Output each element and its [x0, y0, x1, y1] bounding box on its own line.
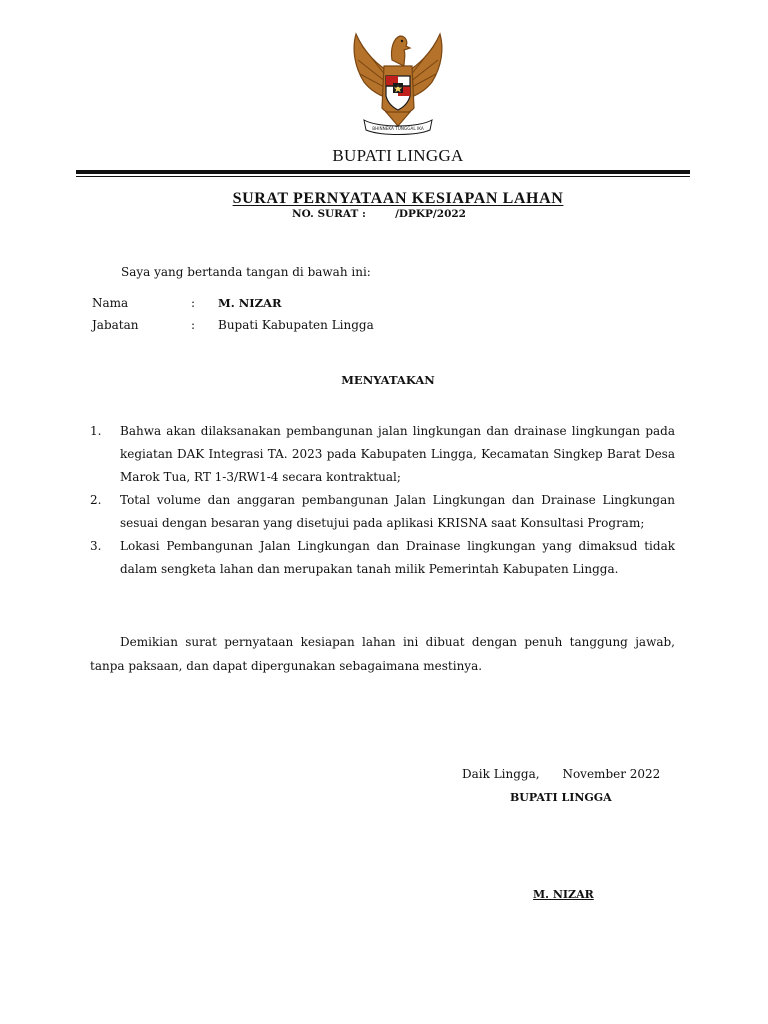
closing-paragraph: Demikian surat pernyataan kesiapan lahan ini dibuat dengan penuh tanggung jawab, tanpa paksaan, dan dapat dipergunakan sebagaimana mestinya.	[90, 635, 675, 673]
declaration-heading: MENYATAKAN	[341, 373, 435, 387]
point-text: Total volume dan anggaran pembangunan Jalan Lingkungan dan Drainase Lingkungan sesuai dengan besaran yang disetujui pada aplikasi KRISNA saat Konsultasi Program;	[120, 493, 675, 530]
list-item	[90, 489, 675, 535]
field-value-jabatan: Bupati Kabupaten Lingga	[218, 318, 374, 332]
point-number: 3.	[90, 539, 102, 553]
garuda-emblem-icon	[338, 26, 458, 138]
field-value-nama: M. NIZAR	[218, 296, 282, 310]
field-colon: :	[191, 296, 196, 310]
field-label-nama: Nama	[92, 296, 129, 310]
point-text: Lokasi Pembangunan Jalan Lingkungan dan Drainase lingkungan yang dimaksud tidak dalam sengketa lahan dan merupakan tanah milik Pemerintah Kabupaten Lingga.	[120, 539, 675, 576]
point-text: Bahwa akan dilaksanakan pembangunan jalan lingkungan dan drainase lingkungan pada kegiatan DAK Integrasi TA. 2023 pada Kabupaten Lingga, Kecamatan Singkep Barat Desa Marok Tua, RT 1-3/RW1-4 secara kontraktual;	[120, 424, 675, 484]
document-number: NO. SURAT : /DPKP/2022	[292, 208, 466, 220]
point-number: 1.	[90, 424, 102, 438]
document-title: SURAT PERNYATAAN KESIAPAN LAHAN	[232, 190, 564, 207]
header-divider-thick	[76, 170, 690, 174]
list-item	[90, 535, 675, 581]
list-item	[90, 420, 675, 489]
field-label-jabatan: Jabatan	[92, 318, 139, 332]
signatory-role: BUPATI LINGGA	[510, 791, 612, 804]
field-colon: :	[191, 318, 196, 332]
declaration-points	[90, 420, 675, 581]
issuer-heading: BUPATI LINGGA	[332, 146, 464, 165]
place-date: Daik Lingga, November 2022	[462, 767, 661, 781]
point-number: 2.	[90, 493, 102, 507]
signatory-name: M. NIZAR	[533, 888, 594, 901]
emblem-motto: BHINNEKA TUNGGAL IKA	[372, 126, 424, 131]
intro-text: Saya yang bertanda tangan di bawah ini:	[121, 265, 371, 279]
header-divider-thin	[76, 176, 690, 177]
